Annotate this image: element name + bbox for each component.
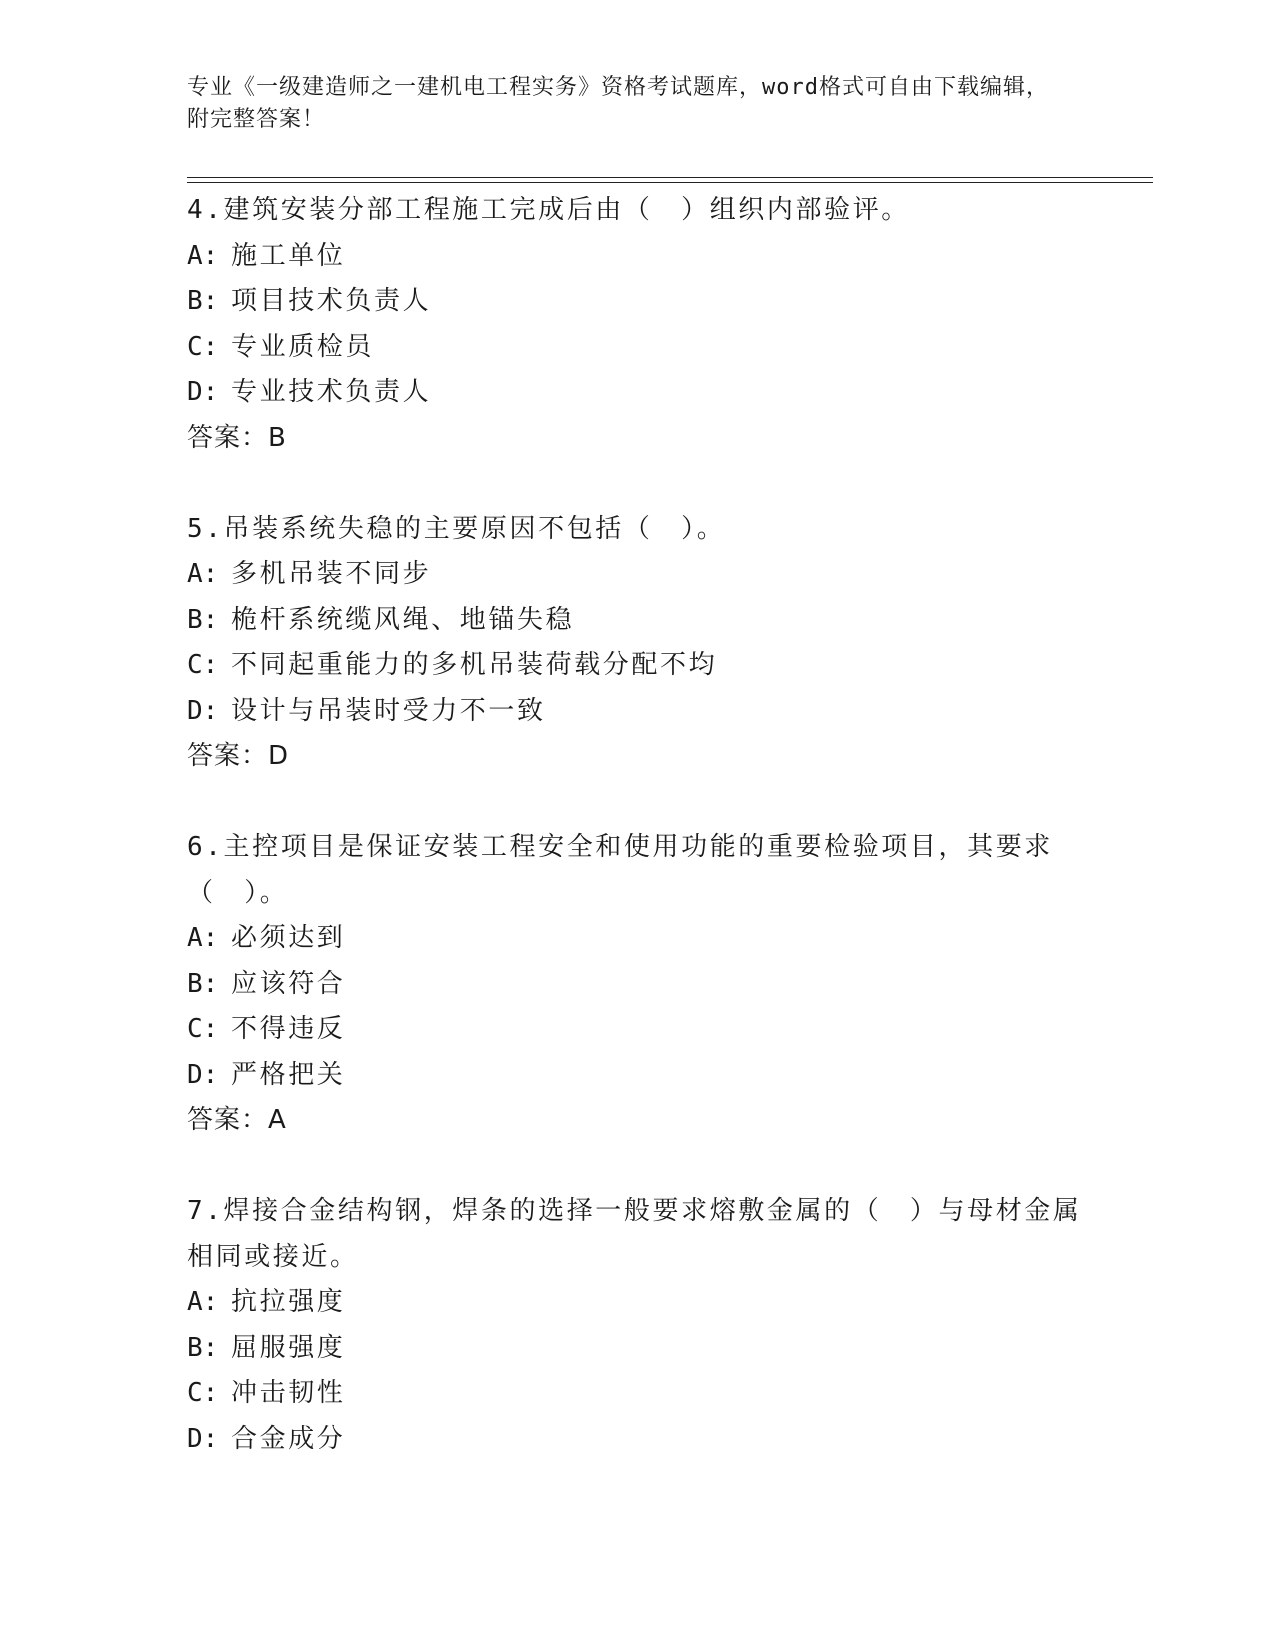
option-b (187, 279, 1087, 325)
option-a (187, 234, 1087, 280)
option-letter: D: (187, 695, 219, 726)
option-a (187, 916, 1087, 962)
option-letter: D: (187, 377, 219, 407)
option-letter: D: (187, 1423, 219, 1454)
option-letter: C: (187, 331, 219, 362)
option-d (187, 370, 1087, 416)
header-divider-top (187, 177, 1153, 178)
option-d (187, 689, 1087, 735)
option-d (187, 1417, 1087, 1463)
document-header: 专业《一级建造师之一建机电工程实务》资格考试题库，word格式可自由下载编辑，附完整答案！ (187, 75, 1049, 132)
option-b (187, 598, 1087, 644)
option-letter: C: (187, 1378, 219, 1408)
option-letter: A: (187, 1287, 219, 1317)
spacer (187, 1144, 1087, 1190)
option-letter: A: (187, 923, 219, 953)
header-divider-bottom (187, 182, 1153, 183)
option-text: 项目技术负责人 (231, 286, 432, 316)
question-6 (187, 825, 1087, 1189)
question-7 (187, 1189, 1087, 1462)
option-a (187, 1280, 1087, 1326)
option-letter: A: (187, 240, 219, 271)
question-text: 6.主控项目是保证安装工程安全和使用功能的重要检验项目，其要求（ ）。 (187, 832, 1053, 908)
answer-text: 答案：B (187, 422, 287, 453)
option-text: 桅杆系统缆风绳、地锚失稳 (231, 604, 575, 635)
option-text: 冲击韧性 (231, 1378, 346, 1408)
question-text: 7.焊接合金结构钢，焊条的选择一般要求熔敷金属的（ ）与母材金属相同或接近。 (187, 1196, 1082, 1272)
option-text: 不得违反 (231, 1014, 346, 1044)
spacer (187, 461, 1087, 507)
question-list (187, 188, 1087, 1462)
question-5 (187, 507, 1087, 826)
option-letter: C: (187, 1014, 219, 1044)
option-text: 专业质检员 (231, 331, 375, 362)
option-text: 专业技术负责人 (231, 377, 432, 407)
option-c (187, 325, 1087, 371)
option-c (187, 1371, 1087, 1417)
option-letter: B: (187, 286, 219, 316)
option-letter: A: (187, 559, 219, 589)
option-c (187, 1007, 1087, 1053)
option-text: 严格把关 (231, 1059, 346, 1090)
option-c (187, 643, 1087, 689)
option-b (187, 1326, 1087, 1372)
question-text: 4.建筑安装分部工程施工完成后由（ ）组织内部验评。 (187, 195, 910, 225)
option-text: 合金成分 (231, 1423, 346, 1454)
option-b (187, 962, 1087, 1008)
option-letter: C: (187, 650, 219, 680)
option-text: 施工单位 (231, 240, 346, 271)
option-text: 必须达到 (231, 923, 346, 953)
spacer (187, 780, 1087, 826)
option-letter: B: (187, 1332, 219, 1363)
answer-text: 答案：A (187, 1105, 287, 1135)
answer-text: 答案：D (187, 741, 290, 771)
option-text: 抗拉强度 (231, 1287, 346, 1317)
option-text: 屈服强度 (231, 1332, 346, 1363)
option-letter: B: (187, 604, 219, 635)
option-text: 不同起重能力的多机吊装荷载分配不均 (231, 650, 718, 680)
option-d (187, 1053, 1087, 1099)
question-text: 5.吊装系统失稳的主要原因不包括（ ）。 (187, 513, 726, 544)
option-letter: B: (187, 968, 219, 999)
question-4 (187, 188, 1087, 507)
option-a (187, 552, 1087, 598)
option-letter: D: (187, 1059, 219, 1090)
option-text: 多机吊装不同步 (231, 559, 432, 589)
option-text: 设计与吊装时受力不一致 (231, 695, 546, 726)
option-text: 应该符合 (231, 968, 346, 999)
